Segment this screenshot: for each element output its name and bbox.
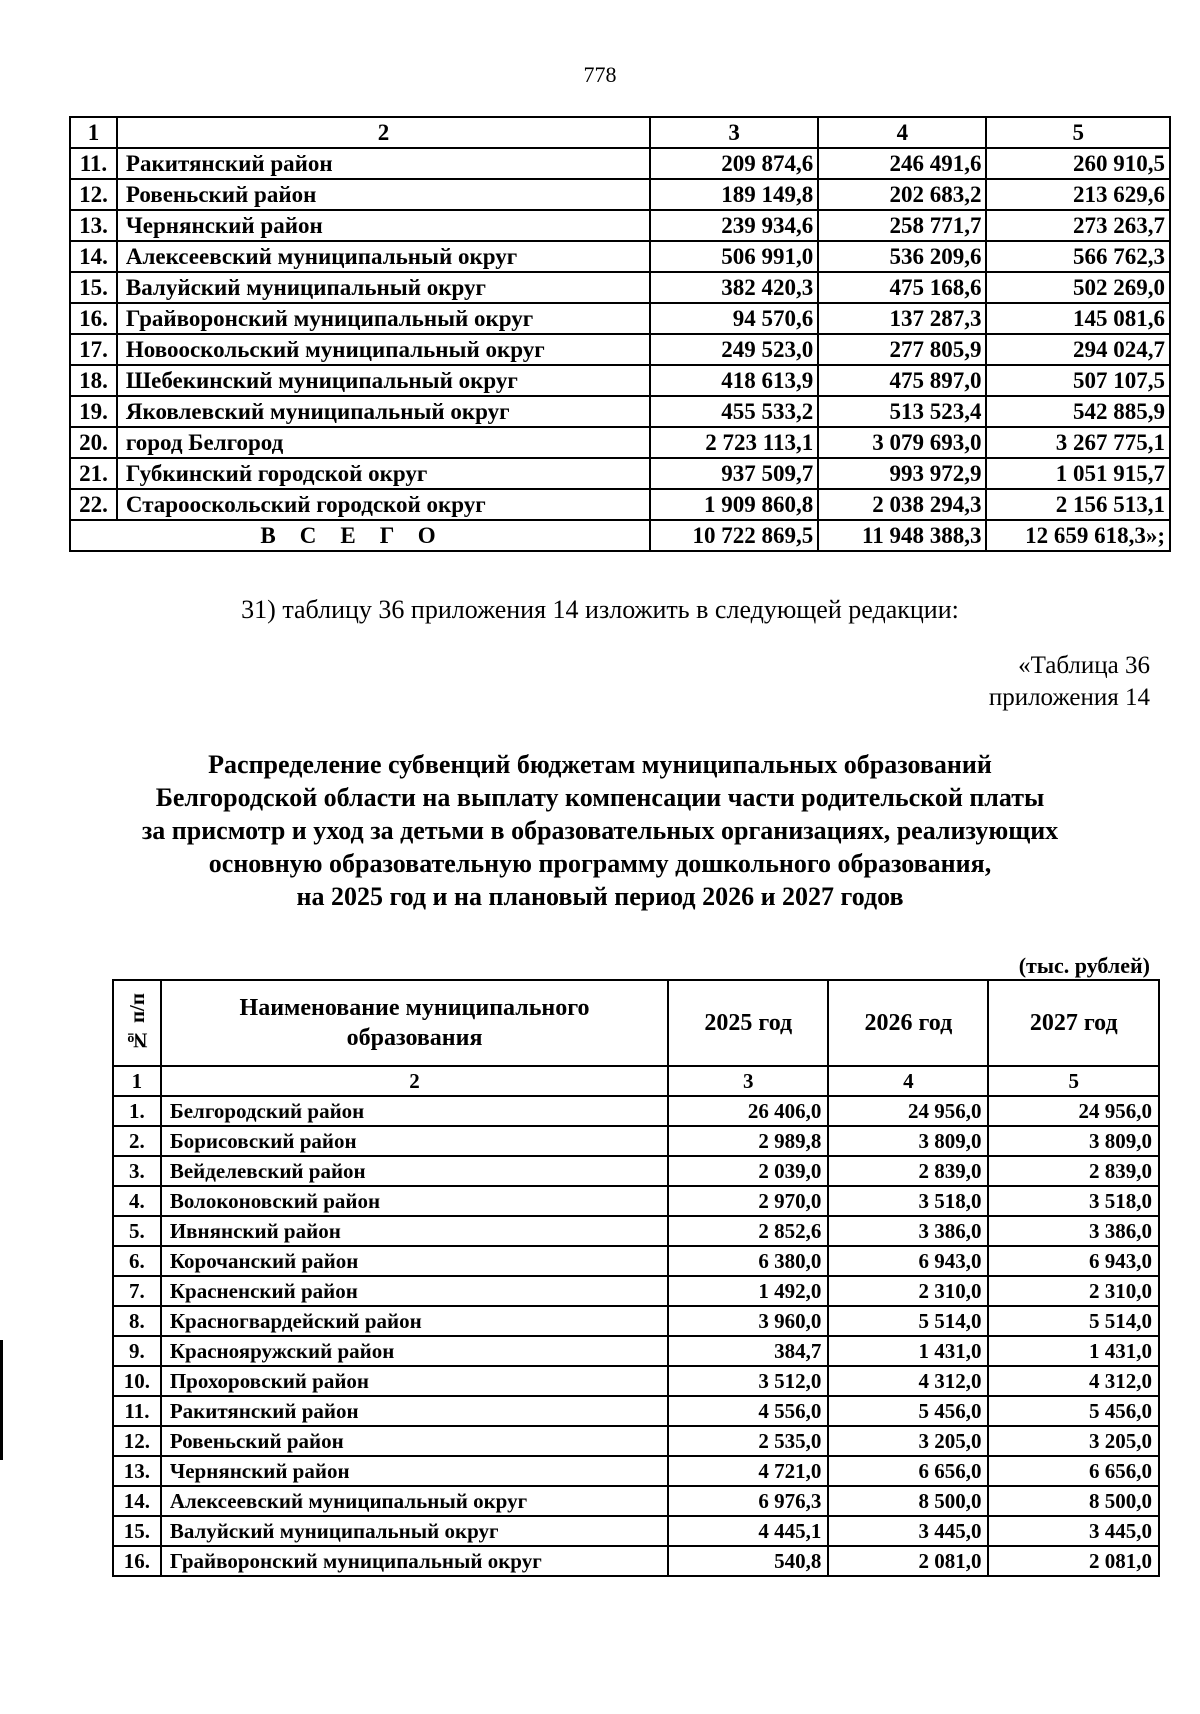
table-cell: 384,7 <box>668 1336 828 1366</box>
table-cell: 189 149,8 <box>650 179 818 210</box>
table-cell: 3 205,0 <box>988 1426 1159 1456</box>
column-header-number <box>113 980 161 1066</box>
table-cell: 4 312,0 <box>828 1366 988 1396</box>
table-row <box>113 1246 1159 1276</box>
table-cell: 14. <box>70 241 117 272</box>
table-cell: 1 492,0 <box>668 1276 828 1306</box>
table-row <box>113 1276 1159 1306</box>
table-cell: 1 431,0 <box>828 1336 988 1366</box>
table-cell: 2 038 294,3 <box>818 489 986 520</box>
top-header-cell: 2 <box>117 117 650 148</box>
table-cell: 6 976,3 <box>668 1486 828 1516</box>
table-cell: 2 081,0 <box>828 1546 988 1576</box>
table-cell: 3 809,0 <box>988 1126 1159 1156</box>
table-row <box>113 1096 1159 1126</box>
table-cell: 16. <box>113 1546 161 1576</box>
table-row <box>113 1216 1159 1246</box>
table-cell: 455 533,2 <box>650 396 818 427</box>
table-cell: Чернянский район <box>161 1456 668 1486</box>
table-row <box>113 1426 1159 1456</box>
table-cell: Алексеевский муниципальный округ <box>117 241 650 272</box>
table-cell: 15. <box>113 1516 161 1546</box>
table-row <box>70 148 1170 179</box>
table-cell: 294 024,7 <box>986 334 1170 365</box>
table-cell: Новооскольский муниципальный округ <box>117 334 650 365</box>
table-cell: 2 970,0 <box>668 1186 828 1216</box>
table-row <box>113 1486 1159 1516</box>
table-cell: 3 267 775,1 <box>986 427 1170 458</box>
top-header-cell: 1 <box>70 117 117 148</box>
table-cell: 513 523,4 <box>818 396 986 427</box>
heading-line: Распределение субвенций бюджетам муниципальных образований <box>208 750 992 779</box>
bottom-table-header-row <box>113 980 1159 1066</box>
heading-line: основную образовательную программу дошкольного образования, <box>208 849 992 878</box>
table-cell: город Белгород <box>117 427 650 458</box>
column-header-2025: 2025 год <box>668 980 828 1066</box>
table-cell: 13. <box>70 210 117 241</box>
table-cell: Белгородский район <box>161 1096 668 1126</box>
table-cell: 2 723 113,1 <box>650 427 818 458</box>
table-cell: 3 079 693,0 <box>818 427 986 458</box>
table-cell: Чернянский район <box>117 210 650 241</box>
top-header-cell: 5 <box>986 117 1170 148</box>
table-cell: Ивнянский район <box>161 1216 668 1246</box>
table-row <box>113 1396 1159 1426</box>
table-cell: 1 051 915,7 <box>986 458 1170 489</box>
table-cell: 12. <box>113 1426 161 1456</box>
table-row <box>113 1516 1159 1546</box>
table-cell: 4 312,0 <box>988 1366 1159 1396</box>
table-cell: 507 107,5 <box>986 365 1170 396</box>
table-cell: Красненский район <box>161 1276 668 1306</box>
table-cell: 1 431,0 <box>988 1336 1159 1366</box>
table-cell: 2 839,0 <box>988 1156 1159 1186</box>
table-cell: 209 874,6 <box>650 148 818 179</box>
table-cell: 2 156 513,1 <box>986 489 1170 520</box>
table-cell: 5 456,0 <box>988 1396 1159 1426</box>
table-cell: 94 570,6 <box>650 303 818 334</box>
table-cell: 260 910,5 <box>986 148 1170 179</box>
table-cell: Ровеньский район <box>117 179 650 210</box>
table-row <box>113 1456 1159 1486</box>
table-row <box>113 1336 1159 1366</box>
table-row <box>113 1156 1159 1186</box>
table-caption <box>989 650 1150 714</box>
table-cell: 18. <box>70 365 117 396</box>
table-row <box>113 1126 1159 1156</box>
column-header-number-label: № п/п <box>124 993 149 1053</box>
table-cell: 6 943,0 <box>828 1246 988 1276</box>
column-number-cell: 1 <box>113 1066 161 1096</box>
column-header-name: Наименование муниципального образования <box>161 980 668 1066</box>
table-cell: 536 209,6 <box>818 241 986 272</box>
table-cell: Яковлевский муниципальный округ <box>117 396 650 427</box>
table-cell: 2 081,0 <box>988 1546 1159 1576</box>
table-cell: 21. <box>70 458 117 489</box>
table-cell: Валуйский муниципальный округ <box>161 1516 668 1546</box>
column-number-cell: 5 <box>988 1066 1159 1096</box>
table-cell: Борисовский район <box>161 1126 668 1156</box>
table-row <box>70 365 1170 396</box>
table-cell: 273 263,7 <box>986 210 1170 241</box>
table-cell: 4 721,0 <box>668 1456 828 1486</box>
top-table <box>69 116 1171 552</box>
table-cell: 382 420,3 <box>650 272 818 303</box>
table-cell: 4. <box>113 1186 161 1216</box>
table-cell: 5. <box>113 1216 161 1246</box>
table-cell: 4 556,0 <box>668 1396 828 1426</box>
table-cell: Ровеньский район <box>161 1426 668 1456</box>
table-cell: 8 500,0 <box>988 1486 1159 1516</box>
page-number: 778 <box>583 62 617 87</box>
column-header-2027: 2027 год <box>988 980 1159 1066</box>
table-cell: 213 629,6 <box>986 179 1170 210</box>
column-number-cell: 2 <box>161 1066 668 1096</box>
table-cell: 12. <box>70 179 117 210</box>
table-cell: 7. <box>113 1276 161 1306</box>
total-label: ВСЕГО <box>70 520 650 551</box>
table-cell: 202 683,2 <box>818 179 986 210</box>
table-row <box>70 334 1170 365</box>
table-row <box>113 1306 1159 1336</box>
bottom-table <box>112 979 1160 1577</box>
table-cell: 5 456,0 <box>828 1396 988 1426</box>
table-cell: 249 523,0 <box>650 334 818 365</box>
table-cell: 2 852,6 <box>668 1216 828 1246</box>
table-cell: 3 512,0 <box>668 1366 828 1396</box>
table-cell: 5 514,0 <box>828 1306 988 1336</box>
table-cell: 2 535,0 <box>668 1426 828 1456</box>
table-cell: 2 989,8 <box>668 1126 828 1156</box>
table-cell: 14. <box>113 1486 161 1516</box>
table-row <box>70 489 1170 520</box>
table-row <box>113 1546 1159 1576</box>
document-heading <box>60 748 1140 913</box>
table-cell: 3 960,0 <box>668 1306 828 1336</box>
table-cell: 24 956,0 <box>828 1096 988 1126</box>
table-cell: 3 518,0 <box>988 1186 1159 1216</box>
table-row <box>70 241 1170 272</box>
table-cell: Красногвардейский район <box>161 1306 668 1336</box>
table-cell: 542 885,9 <box>986 396 1170 427</box>
table-cell: 6. <box>113 1246 161 1276</box>
total-row <box>70 520 1170 551</box>
table-cell: 11. <box>113 1396 161 1426</box>
table-cell: 3 445,0 <box>988 1516 1159 1546</box>
table-cell: 137 287,3 <box>818 303 986 334</box>
table-cell: 566 762,3 <box>986 241 1170 272</box>
table-cell: 937 509,7 <box>650 458 818 489</box>
table-row <box>70 396 1170 427</box>
table-cell: 540,8 <box>668 1546 828 1576</box>
table-cell: Краснояружский район <box>161 1336 668 1366</box>
table-cell: 506 991,0 <box>650 241 818 272</box>
heading-line: за присмотр и уход за детьми в образовательных организациях, реализующих <box>141 816 1059 845</box>
table-cell: 1 909 860,8 <box>650 489 818 520</box>
table-cell: Прохоровский район <box>161 1366 668 1396</box>
table-cell: Губкинский городской округ <box>117 458 650 489</box>
table-cell: 3 386,0 <box>828 1216 988 1246</box>
table-cell: 15. <box>70 272 117 303</box>
table-row <box>70 458 1170 489</box>
table-cell: 5 514,0 <box>988 1306 1159 1336</box>
table-cell: Ракитянский район <box>117 148 650 179</box>
table-cell: 418 613,9 <box>650 365 818 396</box>
table-caption-line: «Таблица 36 <box>1018 652 1150 679</box>
table-cell: 13. <box>113 1456 161 1486</box>
table-cell: Вейделевский район <box>161 1156 668 1186</box>
table-cell: 1. <box>113 1096 161 1126</box>
table-cell: 8. <box>113 1306 161 1336</box>
table-cell: 3 386,0 <box>988 1216 1159 1246</box>
column-number-cell: 3 <box>668 1066 828 1096</box>
table-row <box>70 272 1170 303</box>
table-cell: Корочанский район <box>161 1246 668 1276</box>
column-number-cell: 4 <box>828 1066 988 1096</box>
table-cell: 3 809,0 <box>828 1126 988 1156</box>
table-cell: Грайворонский муниципальный округ <box>161 1546 668 1576</box>
table-cell: 502 269,0 <box>986 272 1170 303</box>
table-cell: Грайворонский муниципальный округ <box>117 303 650 334</box>
table-cell: 24 956,0 <box>988 1096 1159 1126</box>
scan-edge-mark <box>0 1340 3 1460</box>
top-table-header-row <box>70 117 1170 148</box>
table-cell: Старооскольский городской округ <box>117 489 650 520</box>
top-header-cell: 4 <box>818 117 986 148</box>
table-cell: 3. <box>113 1156 161 1186</box>
table-cell: 26 406,0 <box>668 1096 828 1126</box>
table-cell: 6 656,0 <box>828 1456 988 1486</box>
table-cell: 993 972,9 <box>818 458 986 489</box>
table-row <box>113 1366 1159 1396</box>
table-cell: 9. <box>113 1336 161 1366</box>
table-cell: 258 771,7 <box>818 210 986 241</box>
units-label: (тыс. рублей) <box>1018 953 1150 978</box>
table-cell: 2 310,0 <box>988 1276 1159 1306</box>
table-cell: 145 081,6 <box>986 303 1170 334</box>
table-cell: 17. <box>70 334 117 365</box>
table-cell: 10. <box>113 1366 161 1396</box>
table-cell: 239 934,6 <box>650 210 818 241</box>
table-cell: 246 491,6 <box>818 148 986 179</box>
table-cell: Ракитянский район <box>161 1396 668 1426</box>
table-row <box>70 210 1170 241</box>
table-cell: 6 943,0 <box>988 1246 1159 1276</box>
table-cell: Алексеевский муниципальный округ <box>161 1486 668 1516</box>
table-row <box>113 1186 1159 1216</box>
table-cell: 22. <box>70 489 117 520</box>
table-cell: 475 897,0 <box>818 365 986 396</box>
column-numbering-row <box>113 1066 1159 1096</box>
table-cell: 3 205,0 <box>828 1426 988 1456</box>
total-value-v2025: 10 722 869,5 <box>650 520 818 551</box>
total-value-v2026: 11 948 388,3 <box>818 520 986 551</box>
table-cell: Валуйский муниципальный округ <box>117 272 650 303</box>
table-cell: 8 500,0 <box>828 1486 988 1516</box>
table-cell: 475 168,6 <box>818 272 986 303</box>
table-row <box>70 427 1170 458</box>
table-cell: Шебекинский муниципальный округ <box>117 365 650 396</box>
table-cell: 6 380,0 <box>668 1246 828 1276</box>
table-cell: 20. <box>70 427 117 458</box>
table-cell: 2. <box>113 1126 161 1156</box>
column-header-2026: 2026 год <box>828 980 988 1066</box>
table-cell: 2 039,0 <box>668 1156 828 1186</box>
heading-line: на 2025 год и на плановый период 2026 и 2027 годов <box>296 882 904 911</box>
table-cell: 277 805,9 <box>818 334 986 365</box>
instruction-text: 31) таблицу 36 приложения 14 изложить в следующей редакции: <box>241 595 959 624</box>
table-row <box>70 303 1170 334</box>
table-cell: 16. <box>70 303 117 334</box>
table-cell: 3 445,0 <box>828 1516 988 1546</box>
table-cell: 2 839,0 <box>828 1156 988 1186</box>
table-row <box>70 179 1170 210</box>
table-cell: 2 310,0 <box>828 1276 988 1306</box>
table-cell: 4 445,1 <box>668 1516 828 1546</box>
table-cell: 3 518,0 <box>828 1186 988 1216</box>
heading-line: Белгородской области на выплату компенсации части родительской платы <box>155 783 1045 812</box>
table-cell: Волоконовский район <box>161 1186 668 1216</box>
table-cell: 6 656,0 <box>988 1456 1159 1486</box>
table-caption-line: приложения 14 <box>988 684 1150 711</box>
top-header-cell: 3 <box>650 117 818 148</box>
total-value-v2027: 12 659 618,3»; <box>986 520 1170 551</box>
table-cell: 19. <box>70 396 117 427</box>
table-cell: 11. <box>70 148 117 179</box>
